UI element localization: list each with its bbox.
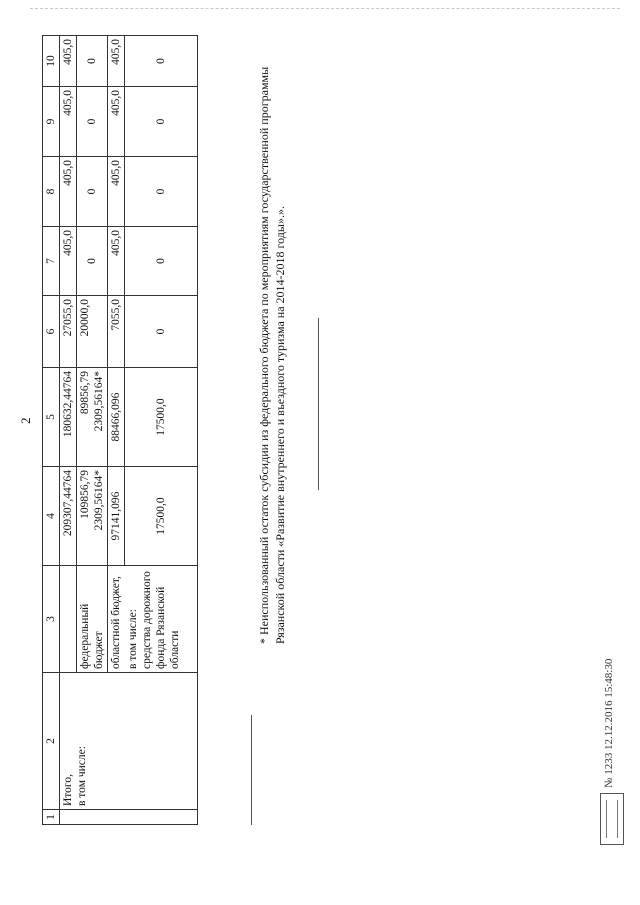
regional-cell-6: 7055,0 bbox=[108, 296, 125, 368]
federal-cell-6: 20000,0 bbox=[77, 296, 108, 368]
total-cell-9: 405,0 bbox=[60, 87, 77, 157]
federal-cell-4-note: 2309,56164* bbox=[93, 470, 105, 531]
regional-cell-5: 88466,096 bbox=[108, 368, 125, 467]
header-cell-4: 4 bbox=[43, 467, 60, 566]
road-cell-7: 0 bbox=[125, 227, 198, 296]
federal-cell-5-main: 89856,79 bbox=[79, 371, 91, 415]
federal-cell-7: 0 bbox=[77, 227, 108, 296]
registration-number: № 1233 12.12.2016 15:48:30 bbox=[603, 658, 615, 788]
road-cell-10: 0 bbox=[125, 36, 198, 87]
regional-cell-4: 97141,096 bbox=[108, 467, 125, 566]
header-cell-8: 8 bbox=[43, 157, 60, 227]
total-label: Итого, bbox=[62, 774, 74, 806]
road-cell-9: 0 bbox=[125, 87, 198, 157]
header-cell-10: 10 bbox=[43, 36, 60, 87]
header-cell-3: 3 bbox=[43, 566, 60, 673]
federal-cell-8: 0 bbox=[77, 157, 108, 227]
total-cell-7: 405,0 bbox=[60, 227, 77, 296]
regional-source-cell: областной бюджет, bbox=[108, 566, 125, 673]
road-cell-4: 17500,0 bbox=[125, 467, 198, 566]
page-number: 2 bbox=[18, 417, 33, 424]
road-cell-8: 0 bbox=[125, 157, 198, 227]
regional-cell-8: 405,0 bbox=[108, 157, 125, 227]
regional-cell-7: 405,0 bbox=[108, 227, 125, 296]
row-index-cell bbox=[60, 810, 198, 825]
federal-source-cell: федеральный бюджет bbox=[77, 566, 108, 673]
registration-stamp-icon bbox=[600, 793, 624, 845]
sub-label: в том числе: bbox=[76, 746, 88, 806]
regional-cell-10: 405,0 bbox=[108, 36, 125, 87]
total-cell-5: 180632,44764 bbox=[60, 368, 77, 467]
header-cell-2: 2 bbox=[43, 673, 60, 810]
total-cell-4: 209307,44764 bbox=[60, 467, 77, 566]
total-label-cell bbox=[60, 673, 198, 810]
regional-cell-9: 405,0 bbox=[108, 87, 125, 157]
budget-table bbox=[42, 35, 198, 825]
federal-cell-4 bbox=[77, 467, 108, 566]
header-cell-7: 7 bbox=[43, 227, 60, 296]
total-cell-6: 27055,0 bbox=[60, 296, 77, 368]
total-cell-10: 405,0 bbox=[60, 36, 77, 87]
header-cell-1: 1 bbox=[43, 810, 60, 825]
federal-cell-9: 0 bbox=[77, 87, 108, 157]
road-cell-6: 0 bbox=[125, 296, 198, 368]
table-header-row bbox=[43, 36, 60, 825]
federal-cell-5 bbox=[77, 368, 108, 467]
total-cell-8: 405,0 bbox=[60, 157, 77, 227]
header-cell-5: 5 bbox=[43, 368, 60, 467]
road-source-cell: в том числе: средства дорожного фонда Рязанской области bbox=[125, 566, 198, 673]
header-cell-9: 9 bbox=[43, 87, 60, 157]
total-source-cell bbox=[60, 566, 77, 673]
table-row-total bbox=[60, 36, 77, 825]
federal-cell-4-main: 109856,79 bbox=[79, 470, 91, 519]
federal-cell-5-note: 2309,56164* bbox=[93, 371, 105, 432]
signature-line bbox=[318, 318, 319, 490]
footnote-separator bbox=[251, 715, 252, 825]
road-cell-5: 17500,0 bbox=[125, 368, 198, 467]
footnote-text: * Неиспользованный остаток субсидии из федерального бюджета по мероприятиям государственной программы Рязанской области «Развитие внутреннего и въездного туризма на 2014-2018 годы».». bbox=[257, 66, 287, 644]
header-cell-6: 6 bbox=[43, 296, 60, 368]
federal-cell-10: 0 bbox=[77, 36, 108, 87]
